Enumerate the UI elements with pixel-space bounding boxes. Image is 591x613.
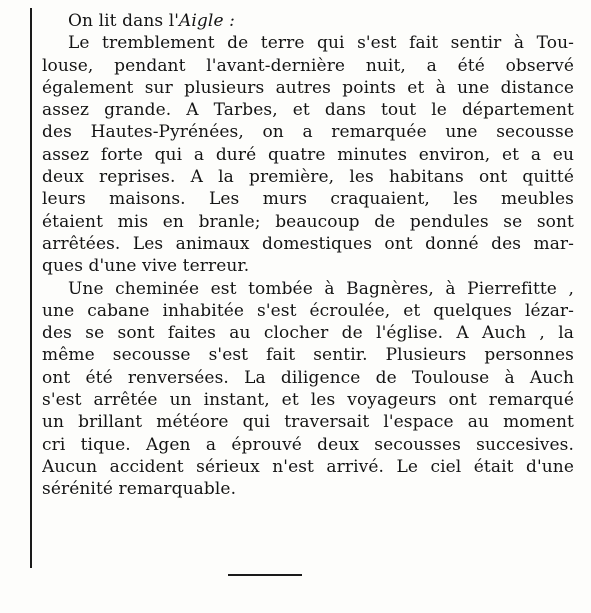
paragraph-1-line: deux reprises. A la première, les habitans ont quitté xyxy=(42,167,574,188)
paragraph-1 xyxy=(42,32,574,277)
paragraph-1-line: arrêtées. Les animaux domestiques ont donné des mar- xyxy=(42,233,574,254)
paragraph-2-line: des se sont faites au clocher de l'église. A Auch , la xyxy=(42,323,574,344)
article-column xyxy=(42,10,574,501)
paragraph-2-line: ont été renversées. La diligence de Toulouse à Auch xyxy=(42,367,574,388)
heading-source: Aigle : xyxy=(179,11,235,31)
paragraph-1-line: également sur plusieurs autres points et à une distance xyxy=(42,77,574,98)
paragraph-2-line: Aucun accident sérieux n'est arrivé. Le ciel était d'une xyxy=(42,456,574,477)
paragraph-1-line: Le tremblement de terre qui s'est fait sentir à Tou- xyxy=(68,33,574,54)
paragraph-1-line: assez grande. A Tarbes, et dans tout le département xyxy=(42,100,574,121)
paragraph-2 xyxy=(42,278,574,501)
paragraph-2-line: sérénité remarquable. xyxy=(42,479,237,500)
paragraph-2-line: s'est arrêtée un instant, et les voyageurs ont remarqué xyxy=(42,390,574,411)
paragraph-1-line: leurs maisons. Les murs craquaient, les meubles xyxy=(42,189,574,210)
closing-rule xyxy=(228,574,302,576)
paragraph-2-line: cri tique. Agen a éprouvé deux secousses succesives. xyxy=(42,434,574,455)
paragraph-1-line: des Hautes-Pyrénées, on a remarquée une secousse xyxy=(42,122,574,143)
paragraph-1-line: louse, pendant l'avant-dernière nuit, a été observé xyxy=(42,55,574,76)
column-left-rule xyxy=(30,8,32,568)
paragraph-2-line: même secousse s'est fait sentir. Plusieurs personnes xyxy=(42,345,574,366)
article-heading xyxy=(42,10,574,32)
paragraph-2-line: Une cheminée est tombée à Bagnères, à Pierrefitte , xyxy=(68,278,574,299)
paragraph-1-line: assez forte qui a duré quatre minutes environ, et a eu xyxy=(42,144,574,165)
heading-prefix: On lit dans l' xyxy=(68,11,180,31)
paragraph-2-line: une cabane inhabitée s'est écroulée, et quelques lézar- xyxy=(42,300,574,321)
paragraph-1-line: étaient mis en branle; beaucoup de pendules se sont xyxy=(42,211,574,232)
paragraph-1-line: ques d'une vive terreur. xyxy=(42,256,250,277)
paragraph-2-line: un brillant météore qui traversait l'espace au moment xyxy=(42,412,574,433)
